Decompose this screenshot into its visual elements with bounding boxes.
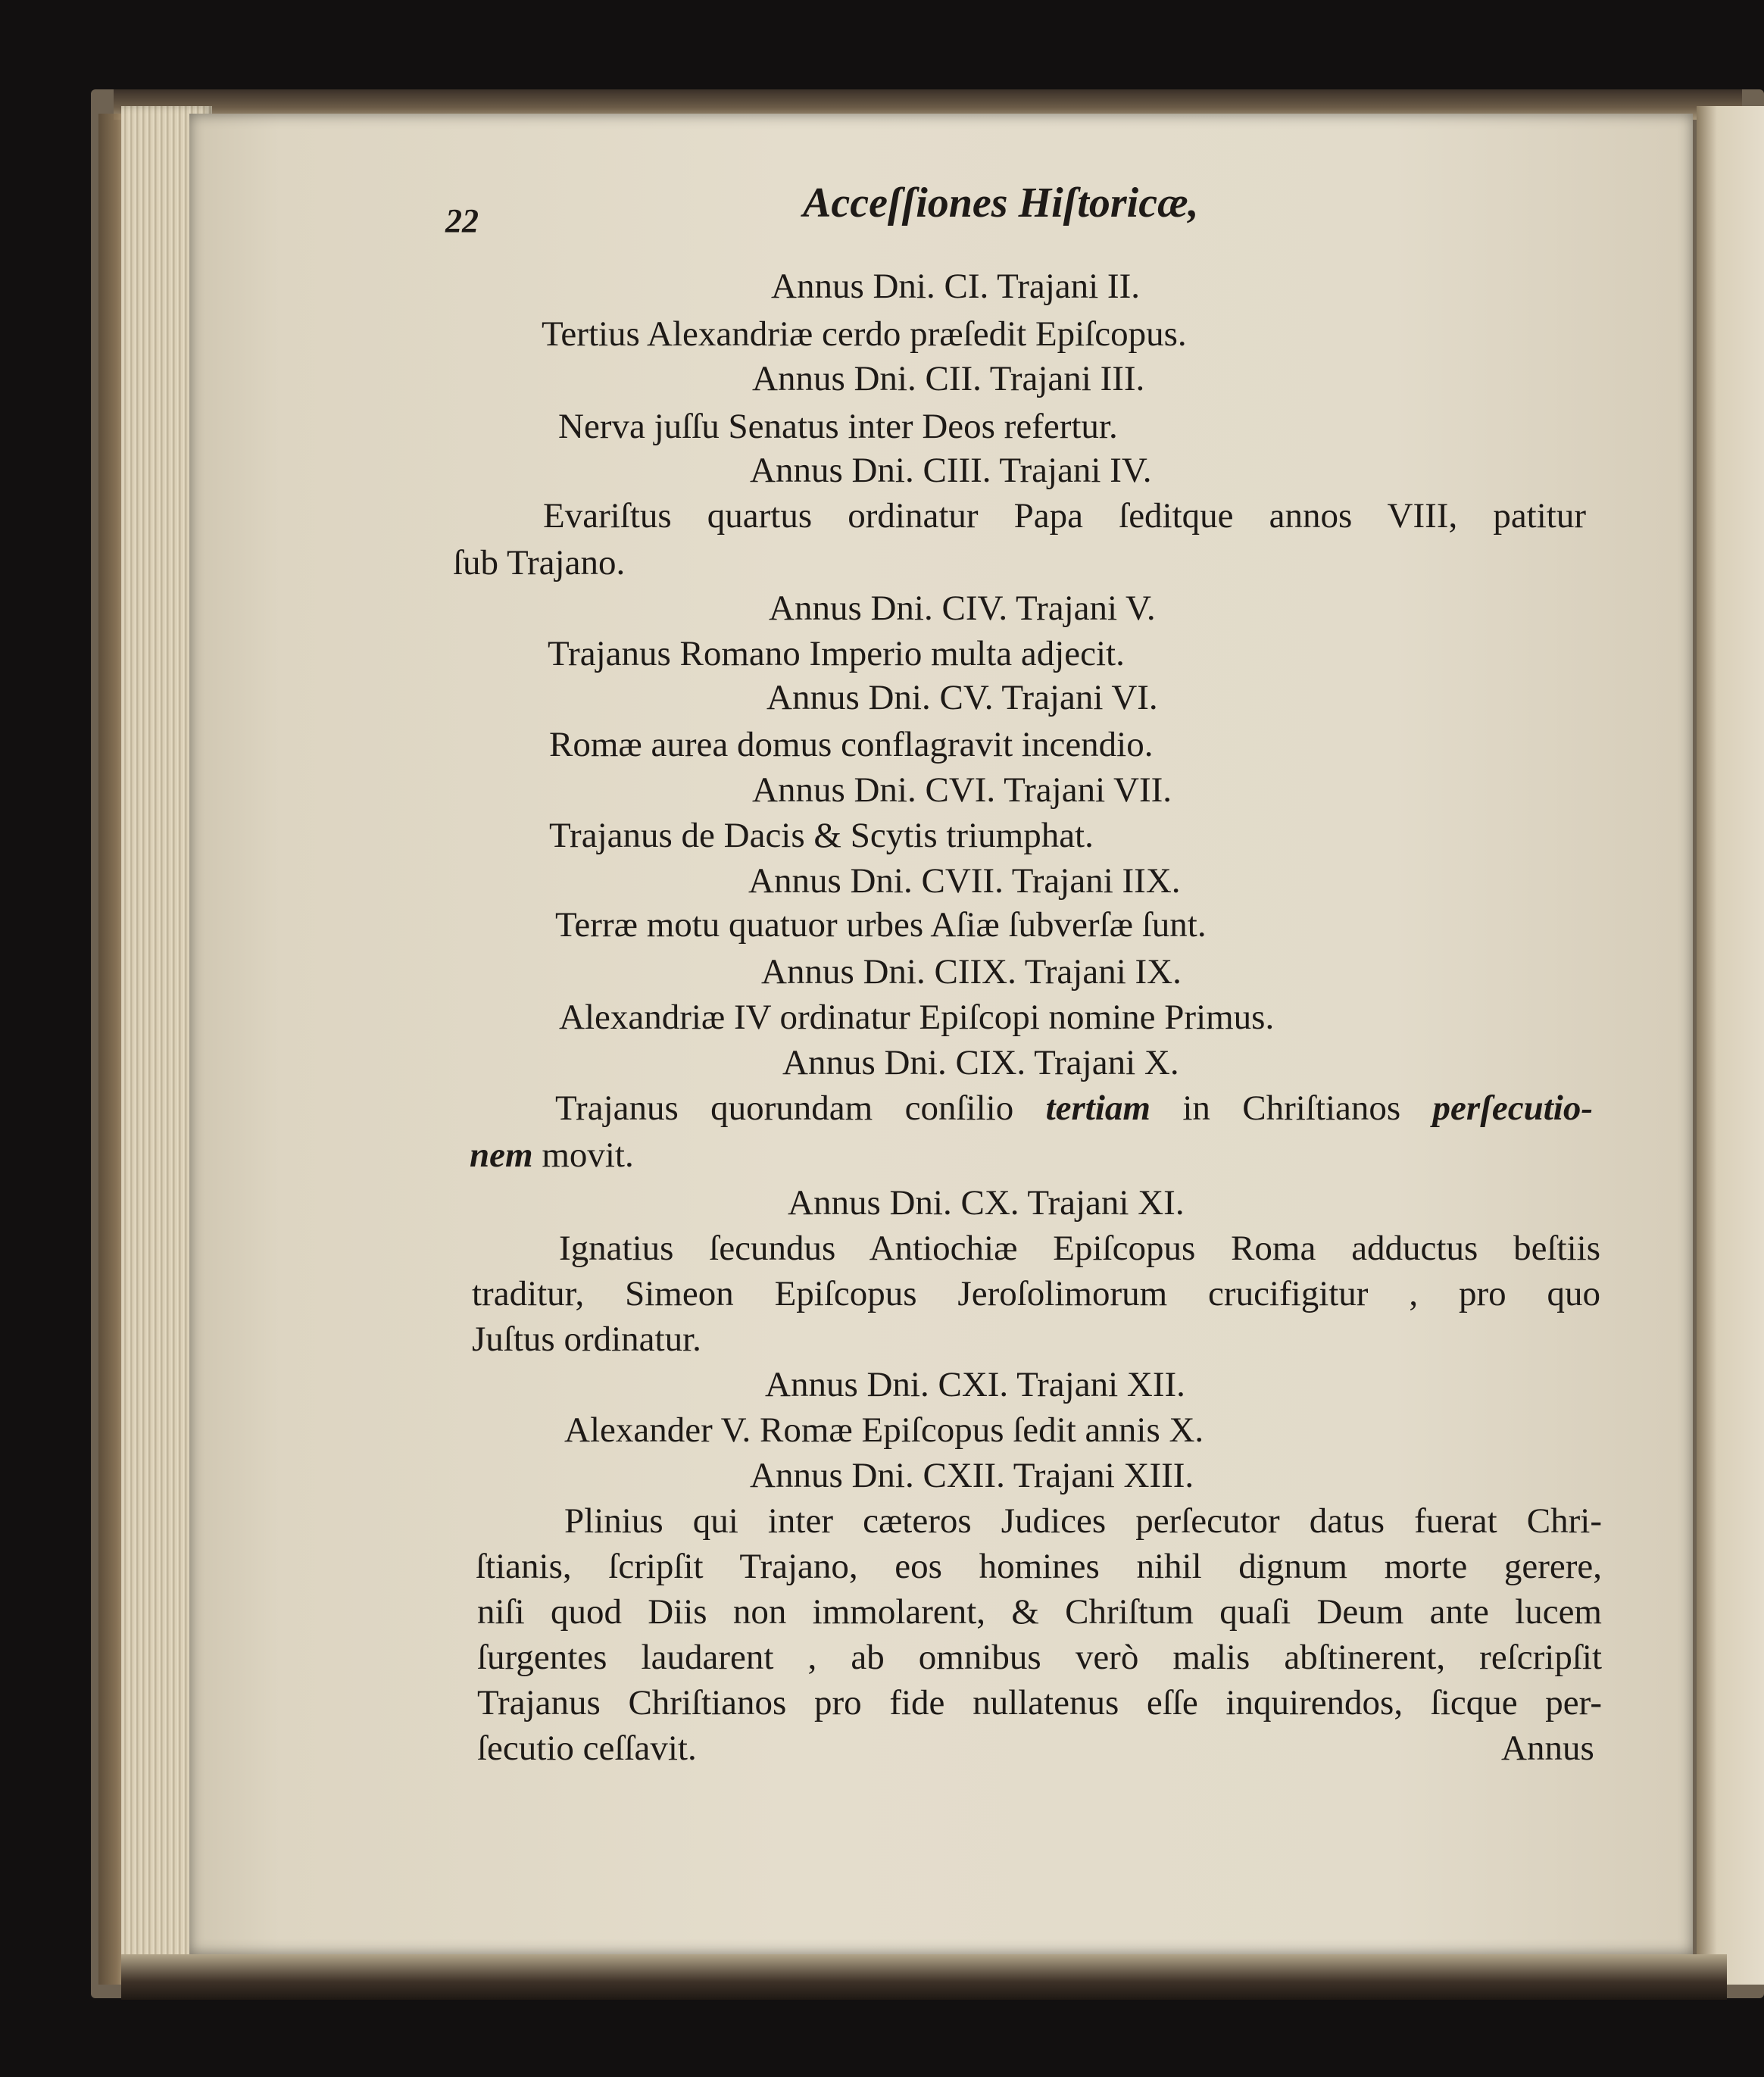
year-heading: Annus Dni. CI. Trajani II.	[771, 267, 1140, 306]
year-heading: Annus Dni. CXII. Trajani XIII.	[750, 1456, 1194, 1495]
entry-line: ſecutio ceſſavit.	[477, 1729, 697, 1768]
persecution-text-c: in Chriſtianos	[1150, 1088, 1433, 1128]
entry-line: Romæ aurea domus conflagravit incendio.	[549, 725, 1154, 764]
entry-line: ſurgentes laudarent , ab omnibus verò malis abſtinerent, reſcripſit	[477, 1638, 1602, 1677]
entry-line-continued	[470, 1135, 634, 1175]
year-heading: Annus Dni. CX. Trajani XI.	[788, 1183, 1185, 1223]
year-heading: Annus Dni. CVI. Trajani VII.	[752, 770, 1172, 810]
persecution-text-f: movit.	[532, 1135, 634, 1175]
year-heading: Annus Dni. CIII. Trajani IV.	[750, 451, 1152, 490]
entry-line: Nerva juſſu Senatus inter Deos refertur.	[558, 407, 1118, 446]
persecution-text-a: Trajanus quorundam conſilio	[555, 1088, 1046, 1128]
entry-line: Trajanus Chriſtianos pro fide nullatenus eſſe inquirendos, ſicque per-	[477, 1683, 1602, 1723]
catchword: Annus	[1501, 1729, 1594, 1768]
year-heading: Annus Dni. CV. Trajani VI.	[766, 678, 1158, 717]
entry-line: Alexander V. Romæ Epiſcopus ſedit annis X.	[564, 1410, 1204, 1450]
year-heading: Annus Dni. CIIX. Trajani IX.	[761, 952, 1182, 992]
entry-line: Tertius Alexandriæ cerdo præſedit Epiſcopus.	[542, 314, 1187, 354]
entry-line: niſi quod Diis non immolarent, & Chriſtum quaſi Deum ante lucem	[477, 1592, 1602, 1632]
year-heading: Annus Dni. CXI. Trajani XII.	[765, 1365, 1185, 1404]
entry-line: Trajanus de Dacis & Scytis triumphat.	[549, 816, 1094, 855]
facing-page-edge	[1697, 106, 1764, 1985]
entry-line: Evariſtus quartus ordinatur Papa ſeditque annos VIII, patitur	[543, 496, 1586, 536]
entry-line-persecution	[555, 1088, 1593, 1128]
persecution-text-d: perſecutio-	[1432, 1088, 1593, 1128]
entry-line: ſub Trajano.	[453, 543, 626, 582]
year-heading: Annus Dni. CIX. Trajani X.	[782, 1043, 1179, 1082]
entry-line: Alexandriæ IV ordinatur Epiſcopi nomine Primus.	[559, 998, 1275, 1037]
book-bottom-edge	[121, 1954, 1727, 2000]
entry-line: ſtianis, ſcripſit Trajano, eos homines nihil dignum morte gerere,	[476, 1547, 1602, 1586]
page-number: 22	[445, 202, 479, 239]
entry-line: Terræ motu quatuor urbes Aſiæ ſubverſæ ſunt.	[555, 905, 1207, 945]
entry-line: traditur, Simeon Epiſcopus Jeroſolimorum crucifigitur , pro quo	[472, 1274, 1600, 1313]
persecution-text-b: tertiam	[1045, 1088, 1151, 1128]
entry-line: Juſtus ordinatur.	[472, 1320, 701, 1359]
running-title: Acceſſiones Hiſtoricæ,	[803, 180, 1199, 226]
year-heading: Annus Dni. CVII. Trajani IIX.	[748, 861, 1181, 901]
entry-line: Plinius qui inter cæteros Judices perſecutor datus fuerat Chri-	[564, 1501, 1602, 1541]
entry-line: Trajanus Romano Imperio multa adjecit.	[548, 634, 1125, 673]
persecution-text-e: nem	[470, 1135, 533, 1175]
year-heading: Annus Dni. CII. Trajani III.	[752, 359, 1145, 398]
year-heading: Annus Dni. CIV. Trajani V.	[769, 589, 1156, 628]
entry-line: Ignatius ſecundus Antiochiæ Epiſcopus Roma adductus beſtiis	[559, 1229, 1600, 1268]
